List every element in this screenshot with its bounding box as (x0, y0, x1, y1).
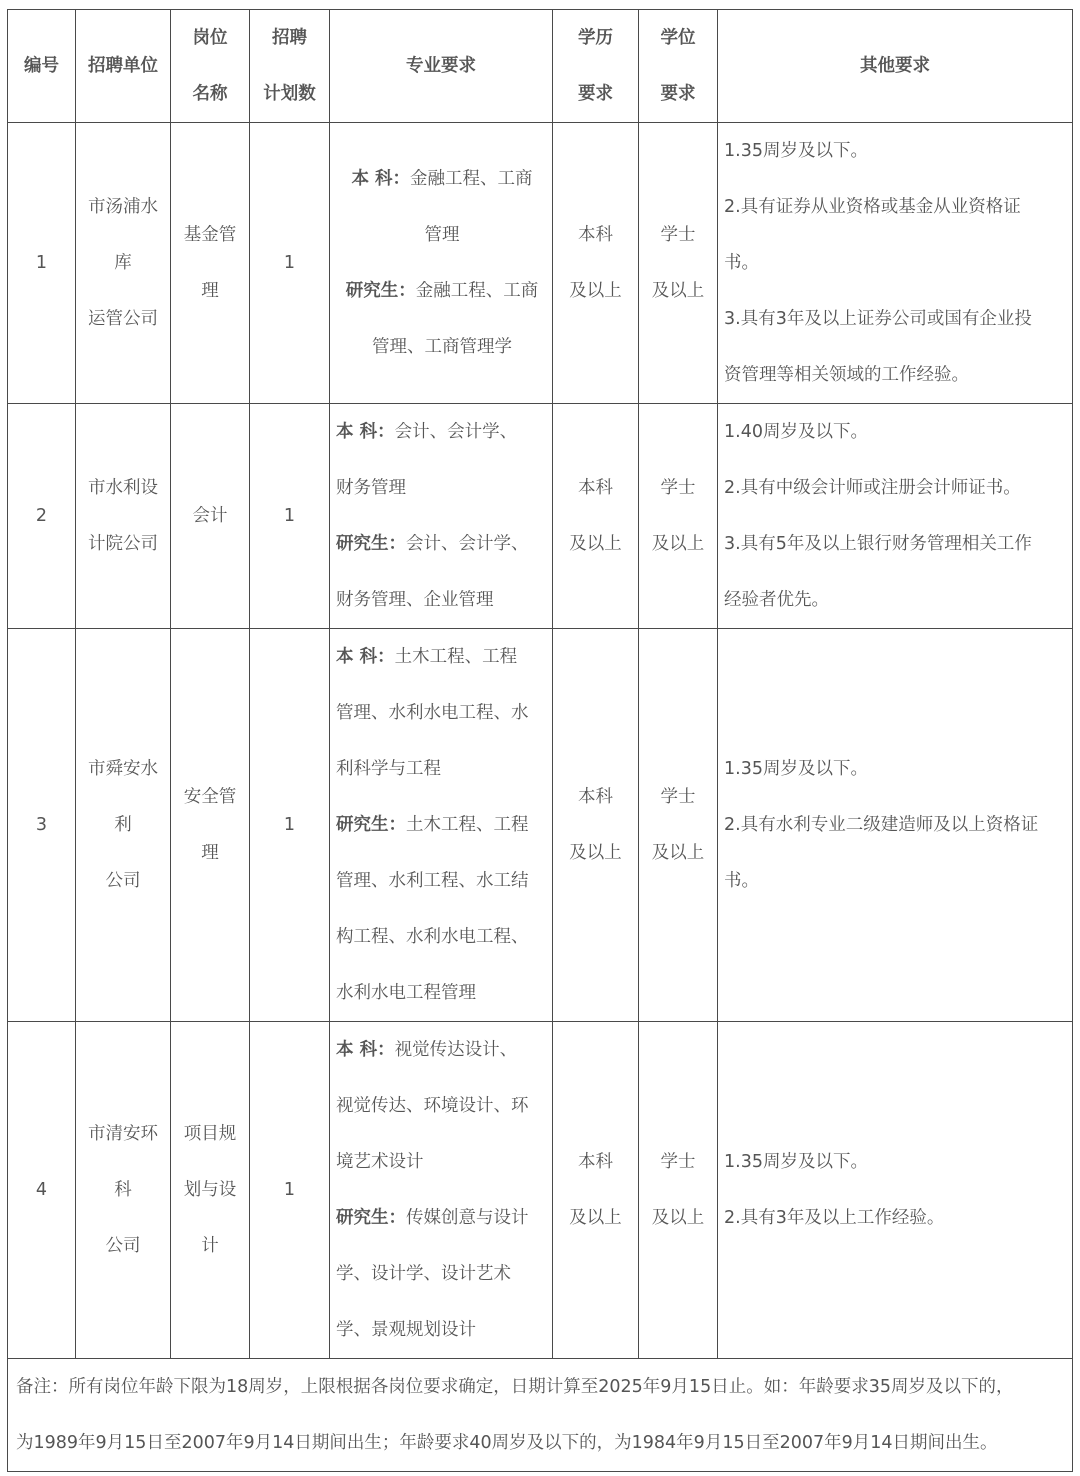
major-line (336, 319, 548, 375)
row-no: 4 (8, 1022, 76, 1359)
major-line (336, 1246, 548, 1302)
row-education: 本科 及以上 (553, 123, 639, 404)
major-tag: 研究生： (336, 1208, 406, 1228)
note-line-2: 为1989年9月15日至2007年9月14日期间出生；年龄要求40周岁及以下的，为1984年9月15日至2007年9月14日期间出生。 (16, 1433, 998, 1453)
row-position: 会计 (171, 404, 250, 629)
major-line (336, 1078, 548, 1134)
major-text: 传媒创意与设计 (406, 1208, 529, 1228)
major-tag: 本 科： (336, 647, 395, 667)
row-position: 项目规 划与设 计 (171, 1022, 250, 1359)
major-line (336, 853, 548, 909)
major-tag: 研究生： (345, 281, 416, 301)
row-unit: 市清安环 科 公司 (76, 1022, 171, 1359)
major-text: 财务管理、企业管理 (336, 590, 494, 610)
row-other: 1.35周岁及以下。 2.具有水利专业二级建造师及以上资格证 书。 (718, 629, 1073, 1022)
header-row (8, 10, 1073, 123)
table-row (8, 404, 1073, 629)
major-text: 利科学与工程 (336, 759, 441, 779)
table-row (8, 1022, 1073, 1359)
major-text: 土木工程、工程 (406, 815, 529, 835)
header-unit: 招聘单位 (76, 10, 171, 123)
major-line (336, 460, 548, 516)
row-plan: 1 (250, 123, 330, 404)
major-tag: 本 科： (351, 169, 411, 189)
major-line (336, 516, 548, 572)
major-line (336, 1302, 548, 1358)
header-position: 岗位 名称 (171, 10, 250, 123)
row-education: 本科 及以上 (553, 629, 639, 1022)
major-tag: 研究生： (336, 815, 406, 835)
major-line (336, 741, 548, 797)
major-line (336, 965, 548, 1021)
major-tag: 本 科： (336, 422, 395, 442)
row-no: 1 (8, 123, 76, 404)
row-no: 2 (8, 404, 76, 629)
row-no: 3 (8, 629, 76, 1022)
major-line (336, 207, 548, 263)
row-other: 1.35周岁及以下。 2.具有3年及以上工作经验。 (718, 1022, 1073, 1359)
row-plan: 1 (250, 404, 330, 629)
major-text: 视觉传达设计、 (394, 1040, 518, 1060)
major-text: 管理、水利水电工程、水 (336, 703, 529, 723)
row-education: 本科 及以上 (553, 404, 639, 629)
major-line (336, 1190, 548, 1246)
major-text: 构工程、水利水电工程、 (336, 927, 529, 947)
note-row (8, 1359, 1073, 1472)
row-major (330, 123, 553, 404)
row-major (330, 1022, 553, 1359)
row-major (330, 629, 553, 1022)
row-other: 1.35周岁及以下。 2.具有证券从业资格或基金从业资格证 书。 3.具有3年及以上证券公司或国有企业投 资管理等相关领域的工作经验。 (718, 123, 1073, 404)
major-text: 管理、工商管理学 (372, 337, 512, 357)
recruitment-table (7, 9, 1073, 1472)
major-text: 金融工程、工商 (410, 169, 533, 189)
table-row (8, 629, 1073, 1022)
major-line (336, 404, 548, 460)
row-plan: 1 (250, 629, 330, 1022)
major-text: 水利水电工程管理 (336, 983, 476, 1003)
row-unit: 市舜安水 利 公司 (76, 629, 171, 1022)
header-other: 其他要求 (718, 10, 1073, 123)
header-plan: 招聘 计划数 (250, 10, 330, 123)
major-text: 视觉传达、环境设计、环 (336, 1096, 529, 1116)
major-line (336, 797, 548, 853)
header-no: 编号 (8, 10, 76, 123)
major-line (336, 909, 548, 965)
row-other: 1.40周岁及以下。 2.具有中级会计师或注册会计师证书。 3.具有5年及以上银行财务管理相关工作 经验者优先。 (718, 404, 1073, 629)
major-tag: 本 科： (336, 1040, 395, 1060)
major-line (336, 685, 548, 741)
header-major: 专业要求 (330, 10, 553, 123)
row-education: 本科 及以上 (553, 1022, 639, 1359)
major-text: 土木工程、工程 (394, 647, 518, 667)
major-text: 学、景观规划设计 (336, 1320, 476, 1340)
header-education: 学历 要求 (553, 10, 639, 123)
major-line (336, 1134, 548, 1190)
row-unit: 市水利设 计院公司 (76, 404, 171, 629)
major-text: 学、设计学、设计艺术 (336, 1264, 511, 1284)
row-plan: 1 (250, 1022, 330, 1359)
row-position: 安全管 理 (171, 629, 250, 1022)
header-degree: 学位 要求 (639, 10, 718, 123)
major-line (336, 263, 548, 319)
major-text: 境艺术设计 (336, 1152, 424, 1172)
row-position: 基金管 理 (171, 123, 250, 404)
row-unit: 市汤浦水 库 运管公司 (76, 123, 171, 404)
note-line-1: 备注：所有岗位年龄下限为18周岁，上限根据各岗位要求确定，日期计算至2025年9月15日止。如：年龄要求35周岁及以下的， (16, 1377, 1014, 1397)
major-text: 会计、会计学、 (406, 534, 529, 554)
row-degree: 学士 及以上 (639, 1022, 718, 1359)
major-line (336, 151, 548, 207)
major-text: 管理、水利工程、水工结 (336, 871, 529, 891)
row-major (330, 404, 553, 629)
row-degree: 学士 及以上 (639, 404, 718, 629)
major-text: 金融工程、工商 (415, 281, 539, 301)
major-line (336, 572, 548, 628)
major-line (336, 1022, 548, 1078)
major-line (336, 629, 548, 685)
row-degree: 学士 及以上 (639, 123, 718, 404)
major-text: 管理 (424, 225, 460, 245)
note-cell (8, 1359, 1073, 1472)
major-text: 会计、会计学、 (394, 422, 518, 442)
major-tag: 研究生： (336, 534, 406, 554)
major-text: 财务管理 (336, 478, 406, 498)
row-degree: 学士 及以上 (639, 629, 718, 1022)
table-body (8, 123, 1073, 1359)
table-row (8, 123, 1073, 404)
